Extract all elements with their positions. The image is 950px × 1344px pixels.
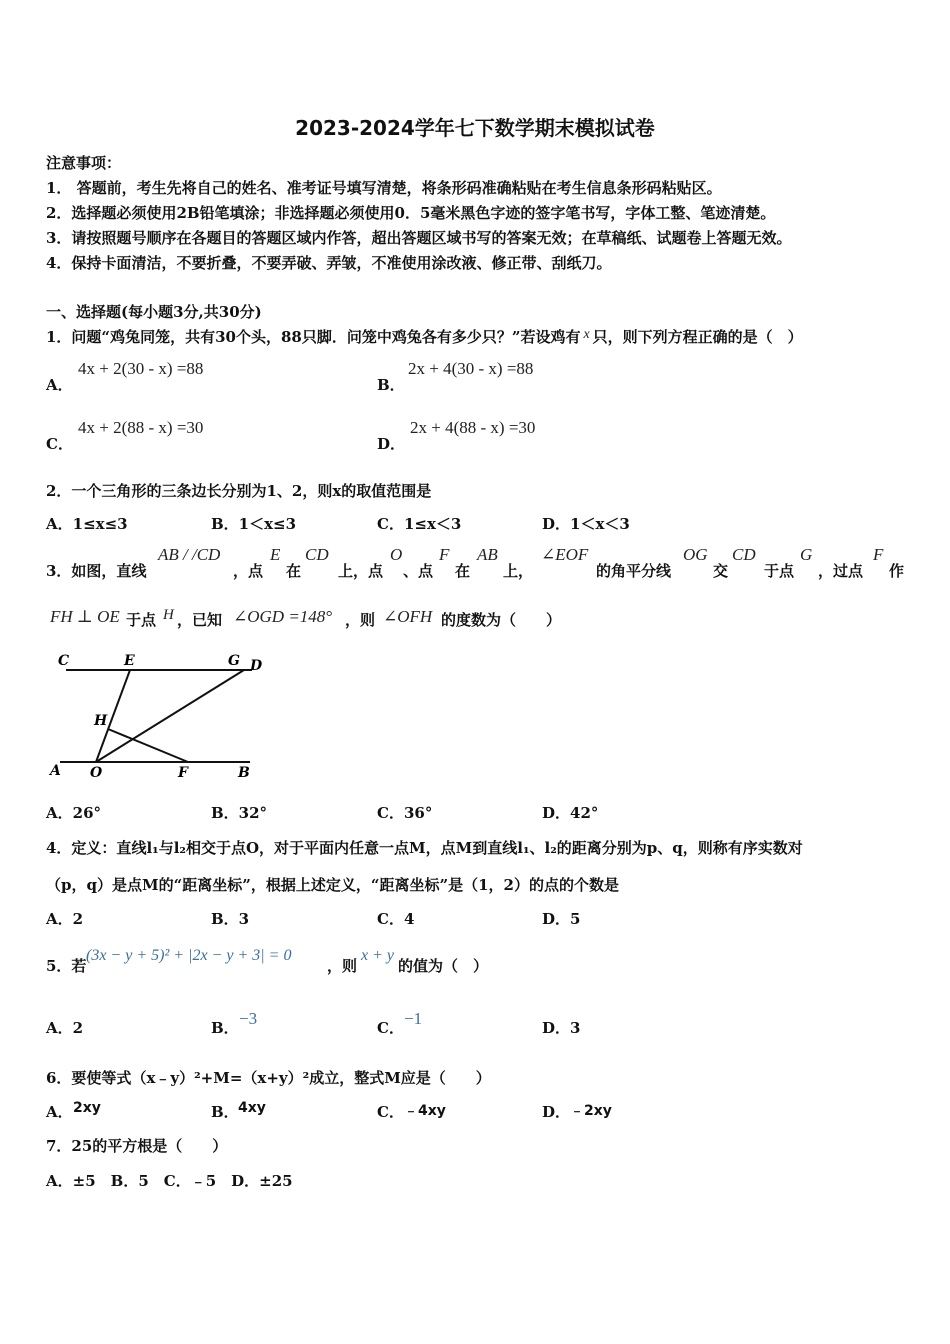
- question-2-stem: 2．一个三角形的三条边长分别为1、2，则x的取值范围是: [46, 482, 432, 500]
- q1-option-c-label[interactable]: C．: [46, 435, 73, 453]
- q3-math-o: O: [390, 545, 403, 564]
- q3-math-angle-eof: ∠EOF: [541, 545, 589, 564]
- question-6-stem: 6．要使等式（x﹣y）²+M=（x+y）²成立，整式M应是（ ）: [46, 1069, 491, 1087]
- notice-item: 4．保持卡面清洁，不要折叠，不要弄破、弄皱，不准使用涂改液、修正带、刮纸刀。: [46, 254, 612, 272]
- q1-option-a-label[interactable]: A．: [46, 376, 73, 394]
- q3-text: 3．如图，直线: [46, 562, 147, 580]
- q6-option-d-label[interactable]: D．: [542, 1103, 571, 1121]
- q5-option-c-label[interactable]: C．: [377, 1019, 404, 1037]
- q5-text: 的值为（ ）: [398, 957, 489, 975]
- q3-text: 、点: [403, 562, 434, 580]
- q3-math-g: G: [800, 545, 813, 564]
- question-4-line2: （p，q）是点M的“距离坐标”，根据上述定义，“距离坐标”是（1，2）的点的个数是: [46, 876, 619, 894]
- q3-option-b[interactable]: B．32°: [211, 804, 268, 822]
- q3-math-f: F: [439, 545, 450, 564]
- q3-text: ，点: [233, 562, 264, 580]
- label-g: G: [228, 653, 240, 669]
- q3-text: 上，: [503, 562, 534, 580]
- q1-option-d[interactable]: 2x + 4(88 - x) =30: [410, 418, 536, 437]
- q4-option-d[interactable]: D．5: [542, 910, 581, 928]
- segment-fh: [108, 729, 188, 762]
- q5-x-plus-y: x + y: [361, 947, 394, 964]
- q1-option-d-label[interactable]: D．: [377, 435, 406, 453]
- q3-math-h: H: [163, 607, 174, 623]
- label-b: B: [238, 765, 250, 781]
- q6-option-a-label[interactable]: A．: [46, 1103, 73, 1121]
- q3-text: 上，点: [338, 562, 384, 580]
- q6-option-b-label[interactable]: B．: [211, 1103, 239, 1121]
- q5-option-c[interactable]: −1: [404, 1009, 423, 1028]
- q3-math-angle-ogd: ∠OGD =148°: [233, 607, 333, 626]
- q3-math-cd: CD: [305, 545, 329, 564]
- notice-heading: 注意事项：: [46, 154, 122, 172]
- q6-option-c-label[interactable]: C．: [377, 1103, 404, 1121]
- q6-option-b[interactable]: 4xy: [238, 1100, 266, 1116]
- q3-text: 交: [713, 562, 729, 580]
- q4-option-c[interactable]: C．4: [377, 910, 415, 928]
- q6-option-d[interactable]: ﹣2xy: [570, 1103, 612, 1119]
- q1-option-b[interactable]: 2x + 4(30 - x) =88: [408, 359, 534, 378]
- q3-math-og: OG: [683, 545, 708, 564]
- q3-text: 于点: [764, 562, 795, 580]
- q3-math-angle-ofh: ∠OFH: [383, 607, 433, 626]
- q3-math-e: E: [270, 545, 281, 564]
- q5-text: ，则: [327, 957, 358, 975]
- q3-text: 的角平分线: [596, 562, 672, 580]
- q6-option-a[interactable]: 2xy: [73, 1100, 101, 1116]
- q3-math-ab-cd: AB / /CD: [158, 545, 221, 564]
- q2-option-a[interactable]: A．1≤x≤3: [46, 515, 128, 533]
- q3-math-ab: AB: [477, 545, 498, 564]
- q6-option-c[interactable]: ﹣4xy: [404, 1103, 446, 1119]
- q3-text: 作: [889, 562, 905, 580]
- var-x: x: [583, 327, 590, 342]
- label-f: F: [178, 765, 188, 781]
- q1-option-c[interactable]: 4x + 2(88 - x) =30: [78, 418, 204, 437]
- q4-option-a[interactable]: A．2: [46, 910, 84, 928]
- notice-item: 3．请按照题号顺序在各题目的答题区域内作答，超出答题区域书写的答案无效；在草稿纸、试题卷上答题无效。: [46, 229, 792, 247]
- q5-option-b-label[interactable]: B．: [211, 1019, 239, 1037]
- q3-math-cd2: CD: [732, 545, 756, 564]
- question-7-stem: 7．25的平方根是（ ）: [46, 1137, 228, 1155]
- q3-text: 在: [455, 562, 471, 580]
- q5-option-d[interactable]: D．3: [542, 1019, 581, 1037]
- segment-og: [96, 670, 244, 762]
- question-4-line1: 4．定义：直线l₁与l₂相交于点O，对于平面内任意一点M，点M到直线l₁、l₂的距离分别为p、q，则称有序实数对: [46, 839, 803, 857]
- q2-option-c[interactable]: C．1≤x＜3: [377, 515, 462, 533]
- label-d: D: [250, 658, 263, 674]
- label-c: C: [58, 653, 70, 669]
- q1-option-b-label[interactable]: B．: [377, 376, 405, 394]
- question-1-stem: 1．问题“鸡兔同笼，共有30个头，88只脚．问笼中鸡兔各有多少只？”若设鸡有 x 只，则下列方程正确的是（ ）: [46, 327, 803, 346]
- q3-text: 的度数为（ ）: [441, 611, 562, 629]
- label-a: A: [50, 763, 61, 779]
- label-e: E: [124, 653, 135, 669]
- q3-text: ，则: [345, 611, 376, 629]
- q3-text: ，已知: [177, 611, 223, 629]
- q3-option-a[interactable]: A．26°: [46, 804, 102, 822]
- q3-option-d[interactable]: D．42°: [542, 804, 599, 822]
- q4-option-b[interactable]: B．3: [211, 910, 250, 928]
- section-heading: 一、选择题(每小题3分,共30分): [46, 303, 262, 321]
- q3-math-f2: F: [873, 545, 884, 564]
- q3-geometry-figure: [44, 648, 274, 786]
- q3-text: ，过点: [818, 562, 864, 580]
- q5-option-a[interactable]: A．2: [46, 1019, 84, 1037]
- q3-text: 在: [286, 562, 302, 580]
- q1-option-a[interactable]: 4x + 2(30 - x) =88: [78, 359, 204, 378]
- q7-options[interactable]: A．±5 B．5 C．﹣5 D．±25: [46, 1172, 293, 1190]
- label-h: H: [94, 713, 108, 729]
- q3-math-fh-perp-oe: FH ⊥ OE: [50, 607, 120, 626]
- q2-option-d[interactable]: D．1＜x＜3: [542, 515, 630, 533]
- q5-text: 5．若: [46, 957, 87, 975]
- page-title: 2023-2024学年七下数学期末模拟试卷: [295, 116, 655, 140]
- q3-text: 于点: [126, 611, 157, 629]
- notice-item: 1． 答题前，考生先将自己的姓名、准考证号填写清楚，将条形码准确粘贴在考生信息条形码粘贴区。: [46, 179, 722, 197]
- q5-option-b[interactable]: −3: [239, 1009, 258, 1028]
- label-o: O: [90, 765, 103, 781]
- q5-expression: (3x − y + 5)² + |2x − y + 3| = 0: [86, 947, 292, 964]
- q3-option-c[interactable]: C．36°: [377, 804, 433, 822]
- notice-item: 2．选择题必须使用2B铅笔填涂；非选择题必须使用0．5毫米黑色字迹的签字笔书写，字体工整、笔迹清楚。: [46, 204, 776, 222]
- q2-option-b[interactable]: B．1＜x≤3: [211, 515, 297, 533]
